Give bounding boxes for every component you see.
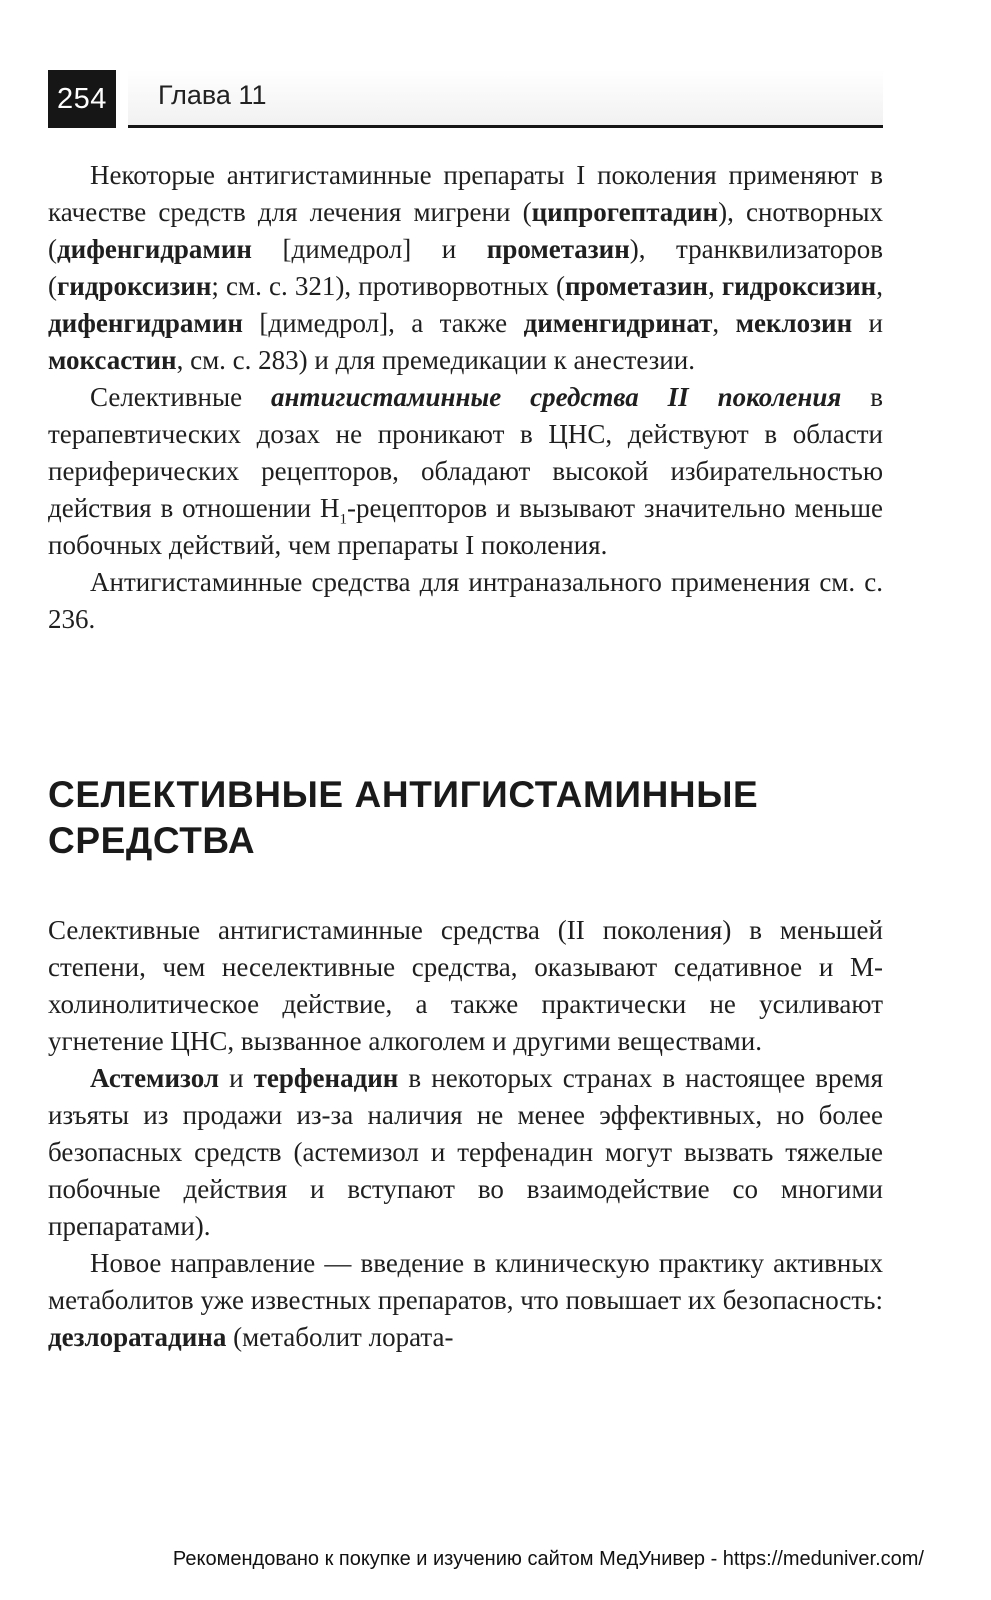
text-run: ), снотворных ( (48, 197, 883, 264)
drug-name: терфенадин (253, 1063, 399, 1093)
text-run: ; см. с. 321), противорвотных ( (211, 271, 565, 301)
drug-name: дифенгидрамин (57, 234, 252, 264)
text-run: ), транквилизаторов ( (48, 234, 883, 301)
drug-name: моксастин (48, 345, 177, 375)
chapter-bar (128, 70, 883, 128)
drug-name: дезлоратадина (48, 1322, 227, 1352)
page-header (48, 70, 883, 128)
text-run: и (219, 1063, 254, 1093)
text-run: -рецепторов и вызывают значительно меньше побочных действий, чем препараты I поколения. (48, 493, 883, 560)
text-run: (метаболит лората- (226, 1322, 454, 1352)
drug-name: гидроксизин (57, 271, 212, 301)
text-run: , (707, 271, 722, 301)
paragraph-first-generation-uses (48, 157, 883, 379)
text-run: [димедрол], а также (242, 308, 524, 338)
section-heading: СЕЛЕКТИВНЫЕ АНТИГИСТАМИННЫЕ СРЕДСТВА (48, 774, 759, 861)
paragraph-second-generation (48, 379, 883, 564)
chapter-title: Глава 11 (158, 80, 267, 110)
drug-name: гидроксизин (721, 271, 877, 301)
text-run: Некоторые антигистаминные препараты I поколения применяют в качестве средств для лечения мигрени ( (48, 160, 883, 227)
emphasized-term: антигистаминные средства II поколения (271, 382, 842, 412)
text-run: в терапевтических дозах не проникают в ЦНС, действуют в области периферических рецепторов, обладают высокой избирательностью действия в отношении Н (48, 382, 883, 523)
drug-name: Астемизол (90, 1063, 219, 1093)
text-run: Селективные (90, 382, 272, 412)
paragraph-new-direction (48, 1245, 883, 1356)
drug-name: дименгидринат (523, 308, 713, 338)
text-run: Новое направление — введение в клиническую практику активных метаболитов уже известных препаратов, что повышает их безопасность: (48, 1248, 883, 1315)
paragraph-intranasal-reference: Антигистаминные средства для интраназального применения см. с. 236. (48, 567, 883, 634)
drug-name: дифенгидрамин (48, 308, 243, 338)
page-number: 254 (48, 70, 116, 128)
text-run: в некоторых странах в настоящее время изъяты из продажи из-за наличия не менее эффективных, но более безопасных средств (астемизол и терфенадин могут вызвать тяжелые побочные действия и вступают во взаимодействие со многими препаратами). (48, 1063, 883, 1241)
paragraph-astemizole-terfenadine (48, 1060, 883, 1245)
selective-text-block (48, 912, 883, 1356)
paragraph-selective-overview: Селективные антигистаминные средства (II поколения) в меньшей степени, чем неселективные средства, оказывают седативное и М-холинолитическое действие, а также практически не усиливают угнетение ЦНС, вызванное алкоголем и другими веществами. (48, 915, 883, 1056)
drug-name: прометазин (564, 271, 708, 301)
intro-text-block (48, 157, 883, 638)
text-run: , (712, 308, 736, 338)
text-run: [димедрол] и (251, 234, 487, 264)
footer-recommendation: Рекомендовано к покупке и изучению сайтом МедУнивер - https://meduniver.com/ (172, 1548, 924, 1570)
drug-name: меклозин (735, 308, 853, 338)
drug-name: прометазин (486, 234, 630, 264)
text-run: и (852, 308, 884, 338)
subscript: 1 (339, 511, 348, 528)
text-run: , (876, 271, 883, 301)
drug-name: ципрогептадин (531, 197, 719, 227)
text-run: , см. с. 283) и для премедикации к анестезии. (176, 345, 695, 375)
